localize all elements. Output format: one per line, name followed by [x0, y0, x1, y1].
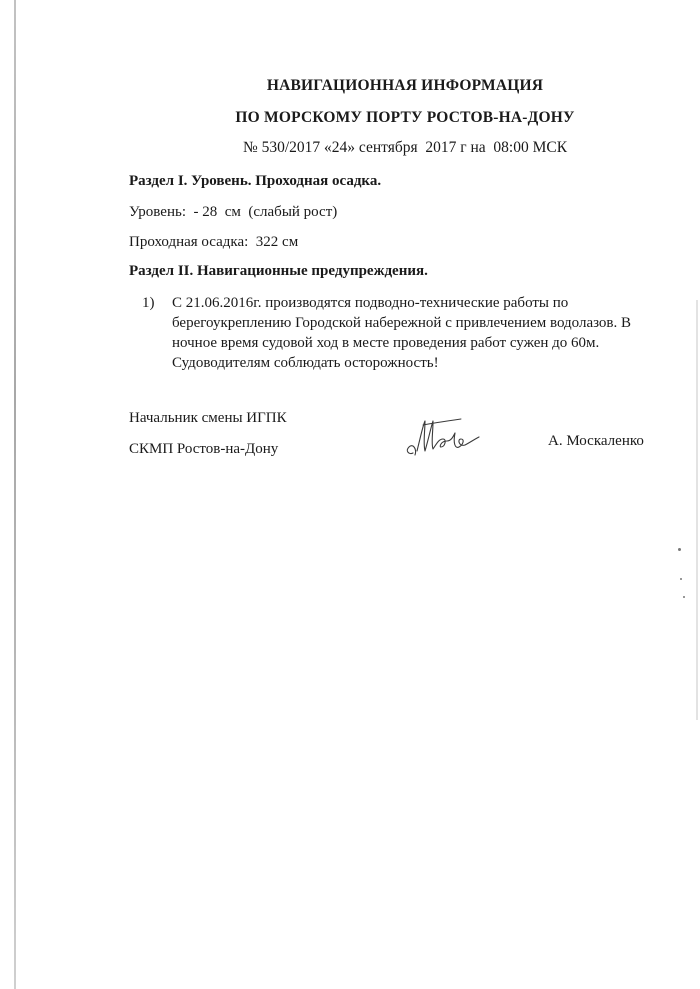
scan-speck	[683, 596, 685, 598]
passing-draft-line: Проходная осадка: 322 см	[129, 234, 299, 250]
section-1-heading: Раздел I. Уровень. Проходная осадка.	[129, 173, 382, 189]
warning-item	[142, 293, 672, 373]
section-2-heading: Раздел II. Навигационные предупреждения.	[129, 263, 428, 279]
scan-edge-right	[696, 300, 698, 720]
signer-position-line2: СКМП Ростов-на-Дону	[129, 441, 279, 457]
signer-position-line1: Начальник смены ИГПК	[129, 410, 287, 426]
handwritten-signature	[403, 415, 483, 461]
warning-item-text: С 21.06.2016г. производятся подводно-технические работы по берегоукреплению Городской набережной с привлечением водолазов. В ночное время судовой ход в месте проведения работ сужен до 60м. Судоводителям соблюдать осторожность!	[172, 295, 632, 371]
water-level-line: Уровень: - 28 см (слабый рост)	[129, 204, 338, 220]
scan-speck	[680, 578, 682, 580]
document-title-line1: НАВИГАЦИОННАЯ ИНФОРМАЦИЯ	[266, 77, 544, 94]
document-title-line2: ПО МОРСКОМУ ПОРТУ РОСТОВ-НА-ДОНУ	[235, 109, 575, 126]
warning-item-number: 1)	[142, 295, 155, 311]
scan-speck	[678, 548, 681, 551]
document-number-date: № 530/2017 «24» сентября 2017 г на 08:00 МСК	[242, 139, 568, 156]
signer-name: А. Москаленко	[548, 433, 644, 449]
